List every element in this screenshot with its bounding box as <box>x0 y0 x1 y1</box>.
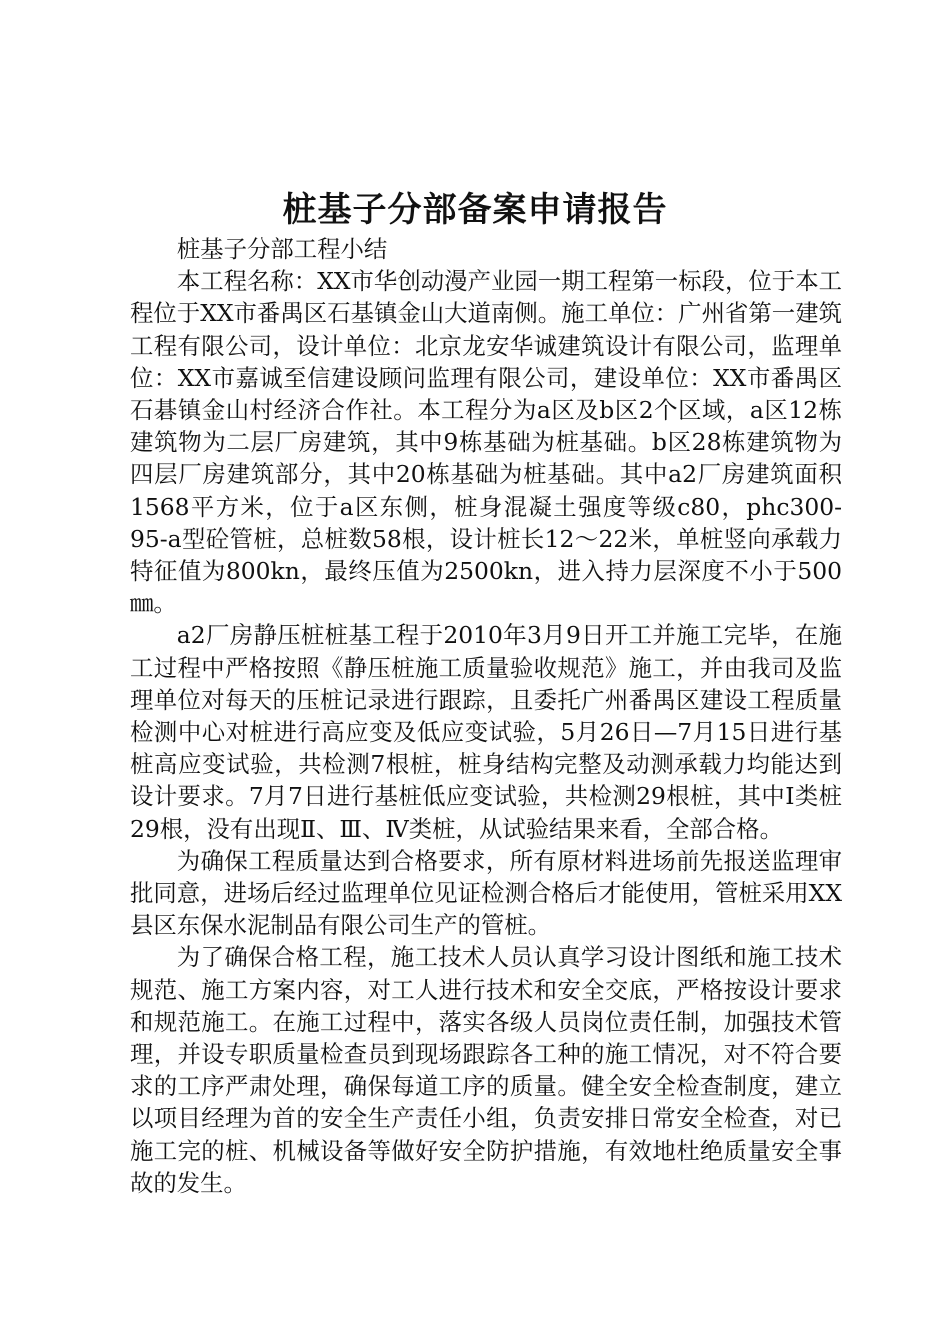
body-paragraph: a2厂房静压桩桩基工程于2010年3月9日开工并施工完毕，在施工过程中严格按照《静压桩施工质量验收规范》施工，并由我司及监理单位对每天的压桩记录进行跟踪，且委托广州番禺区建设工程质量检测中心对桩进行高应变及低应变试验，5月26日—7月15日进行基桩高应变试验，共检测7根桩，桩身结构完整及动测承载力均能达到设计要求。7月7日进行基桩低应变试验，共检测29根桩，其中Ⅰ类桩29根，没有出现Ⅱ、Ⅲ、Ⅳ类桩，从试验结果来看，全部合格。 <box>130 621 842 843</box>
body-paragraph: 为确保工程质量达到合格要求，所有原材料进场前先报送监理审批同意，进场后经过监理单位见证检测合格后才能使用，管桩采用XX县区东保水泥制品有限公司生产的管桩。 <box>130 846 842 940</box>
document-body <box>130 233 842 1199</box>
document-title: 桩基子分部备案申请报告 <box>282 190 668 230</box>
body-paragraph: 本工程名称：XX市华创动漫产业园一期工程第一标段，位于本工程位于XX市番禺区石基镇金山大道南侧。施工单位：广州省第一建筑工程有限公司，设计单位：北京龙安华诚建筑设计有限公司，监理单位：XX市嘉诚至信建设顾问监理有限公司，建设单位：XX市番禺区石碁镇金山村经济合作社。本工程分为a区及b区2个区域，a区12栋建筑物为二层厂房建筑，其中9栋基础为桩基础。b区28栋建筑物为四层厂房建筑部分，其中20栋基础为桩基础。其中a2厂房建筑面积1568平方米，位于a区东侧，桩身混凝土强度等级c80，phc300-95-a型砼管桩，总桩数58根，设计桩长12～22米，单桩竖向承载力特征值为800kn，最终压值为2500kn，进入持力层深度不小于500㎜。 <box>130 267 842 618</box>
document-subtitle: 桩基子分部工程小结 <box>176 235 388 263</box>
body-paragraph: 为了确保合格工程，施工技术人员认真学习设计图纸和施工技术规范、施工方案内容，对工人进行技术和安全交底，严格按设计要求和规范施工。在施工过程中，落实各级人员岗位责任制，加强技术管理，并设专职质量检查员到现场跟踪各工种的施工情况，对不符合要求的工序严肃处理，确保每道工序的质量。健全安全检查制度，建立以项目经理为首的安全生产责任小组，负责安排日常安全检查，对已施工完的桩、机械设备等做好安全防护措施，有效地杜绝质量安全事故的发生。 <box>130 943 842 1197</box>
